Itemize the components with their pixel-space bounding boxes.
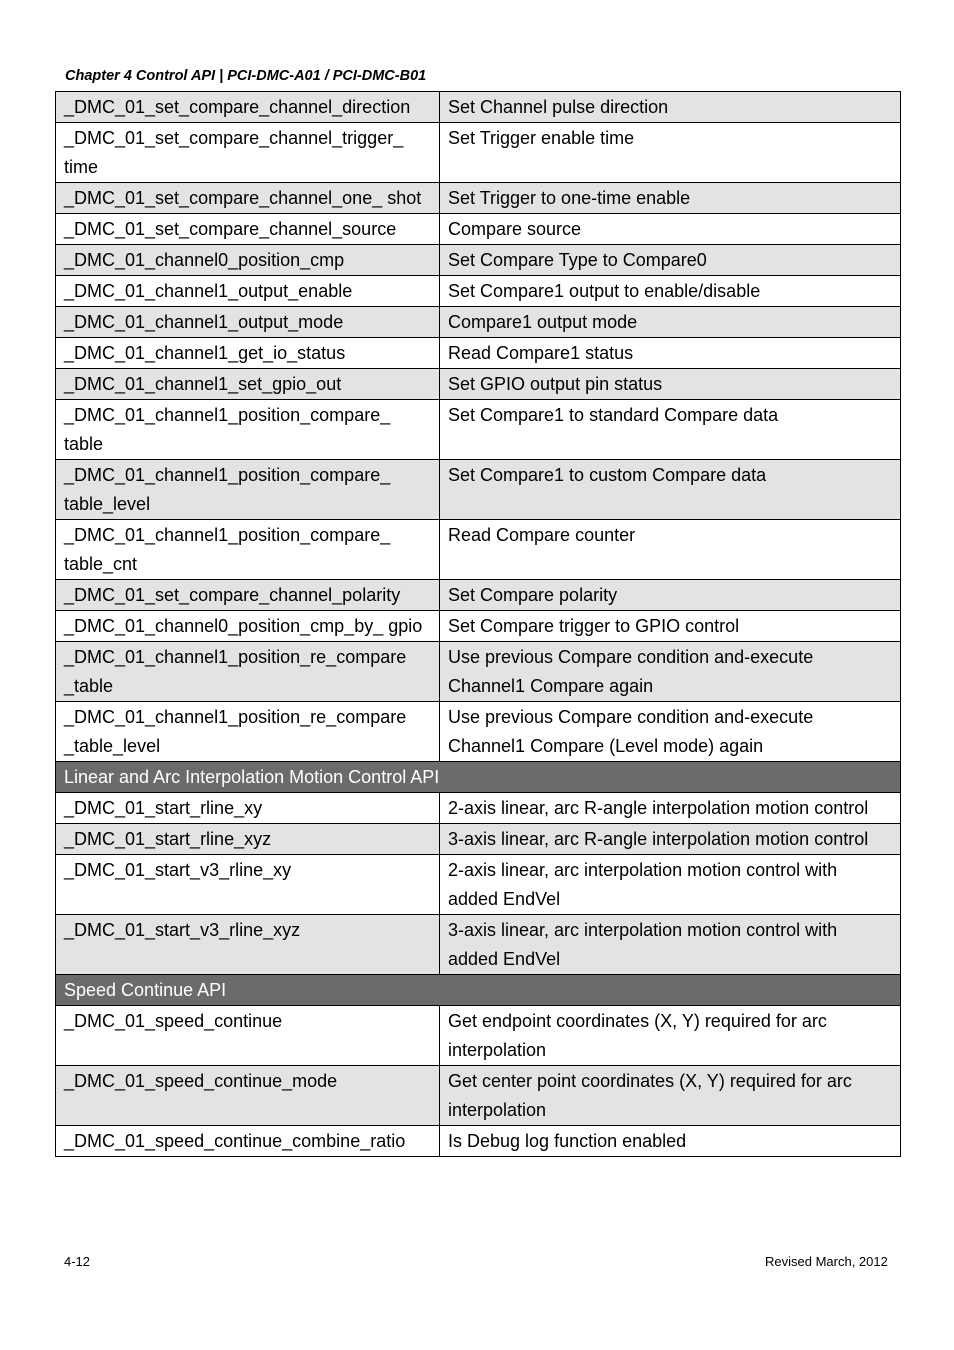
function-description-cell: Get endpoint coordinates (X, Y) required for arc interpolation (440, 1006, 901, 1066)
function-name-cell: _DMC_01_channel1_get_io_status (56, 338, 440, 369)
function-name-cell: _DMC_01_start_v3_rline_xyz (56, 915, 440, 975)
table-row (56, 276, 901, 307)
function-name-cell: _DMC_01_speed_continue_mode (56, 1066, 440, 1126)
function-name-cell: _DMC_01_set_compare_channel_polarity (56, 580, 440, 611)
table-row (56, 92, 901, 123)
function-description-cell: Set Compare1 output to enable/disable (440, 276, 901, 307)
table-row (56, 793, 901, 824)
function-description-cell: 2-axis linear, arc R-angle interpolation motion control (440, 793, 901, 824)
table-row (56, 214, 901, 245)
function-description-cell: 3-axis linear, arc interpolation motion control with added EndVel (440, 915, 901, 975)
function-description-cell: Set Trigger enable time (440, 123, 901, 183)
function-name-cell: _DMC_01_start_rline_xy (56, 793, 440, 824)
function-description-cell: Read Compare counter (440, 520, 901, 580)
table-row (56, 1126, 901, 1157)
function-name-cell: _DMC_01_channel1_position_re_compare _table_level (56, 702, 440, 762)
function-name-cell: _DMC_01_set_compare_channel_direction (56, 92, 440, 123)
function-description-cell: 3-axis linear, arc R-angle interpolation motion control (440, 824, 901, 855)
table-row (56, 400, 901, 460)
function-description-cell: Set Compare1 to custom Compare data (440, 460, 901, 520)
function-name-cell: _DMC_01_start_rline_xyz (56, 824, 440, 855)
table-row (56, 1066, 901, 1126)
function-name-cell: _DMC_01_channel0_position_cmp (56, 245, 440, 276)
function-name-cell: _DMC_01_channel1_position_compare_ table (56, 400, 440, 460)
function-description-cell: Is Debug log function enabled (440, 1126, 901, 1157)
function-name-cell: _DMC_01_speed_continue (56, 1006, 440, 1066)
function-name-cell: _DMC_01_set_compare_channel_source (56, 214, 440, 245)
function-name-cell: _DMC_01_channel1_set_gpio_out (56, 369, 440, 400)
table-row (56, 580, 901, 611)
table-row (56, 183, 901, 214)
function-description-cell: Set GPIO output pin status (440, 369, 901, 400)
function-name-cell: _DMC_01_speed_continue_combine_ratio (56, 1126, 440, 1157)
section-header-label: Linear and Arc Interpolation Motion Control API (56, 762, 901, 793)
function-name-cell: _DMC_01_set_compare_channel_one_ shot (56, 183, 440, 214)
function-name-cell: _DMC_01_channel1_position_compare_ table_cnt (56, 520, 440, 580)
table-row (56, 245, 901, 276)
function-description-cell: Set Trigger to one-time enable (440, 183, 901, 214)
function-description-cell: Set Compare polarity (440, 580, 901, 611)
section-header-label: Speed Continue API (56, 975, 901, 1006)
revision-date: Revised March, 2012 (765, 1254, 888, 1269)
section-header-row (56, 975, 901, 1006)
table-row (56, 460, 901, 520)
function-description-cell: 2-axis linear, arc interpolation motion control with added EndVel (440, 855, 901, 915)
function-name-cell: _DMC_01_channel0_position_cmp_by_ gpio (56, 611, 440, 642)
function-name-cell: _DMC_01_set_compare_channel_trigger_ time (56, 123, 440, 183)
function-name-cell: _DMC_01_channel1_output_enable (56, 276, 440, 307)
table-row (56, 702, 901, 762)
table-row (56, 824, 901, 855)
table-row (56, 520, 901, 580)
section-header-row (56, 762, 901, 793)
function-description-cell: Get center point coordinates (X, Y) required for arc interpolation (440, 1066, 901, 1126)
function-description-cell: Read Compare1 status (440, 338, 901, 369)
table-row (56, 369, 901, 400)
table-row (56, 642, 901, 702)
table-row (56, 123, 901, 183)
function-name-cell: _DMC_01_channel1_position_re_compare _table (56, 642, 440, 702)
page-number: 4-12 (64, 1254, 91, 1269)
function-description-cell: Set Compare trigger to GPIO control (440, 611, 901, 642)
table-row (56, 1006, 901, 1066)
function-description-cell: Use previous Compare condition and-execute Channel1 Compare again (440, 642, 901, 702)
function-description-cell: Set Compare1 to standard Compare data (440, 400, 901, 460)
function-description-cell: Set Compare Type to Compare0 (440, 245, 901, 276)
table-row (56, 307, 901, 338)
function-name-cell: _DMC_01_channel1_output_mode (56, 307, 440, 338)
function-name-cell: _DMC_01_channel1_position_compare_ table_level (56, 460, 440, 520)
table-row (56, 338, 901, 369)
function-description-cell: Compare1 output mode (440, 307, 901, 338)
function-description-cell: Compare source (440, 214, 901, 245)
table-row (56, 915, 901, 975)
function-name-cell: _DMC_01_start_v3_rline_xy (56, 855, 440, 915)
function-description-cell: Set Channel pulse direction (440, 92, 901, 123)
function-description-cell: Use previous Compare condition and-execute Channel1 Compare (Level mode) again (440, 702, 901, 762)
table-row (56, 611, 901, 642)
api-function-table (55, 91, 901, 1157)
table-row (56, 855, 901, 915)
page-header: Chapter 4 Control API | PCI-DMC-A01 / PCI-DMC-B01 (65, 68, 427, 84)
